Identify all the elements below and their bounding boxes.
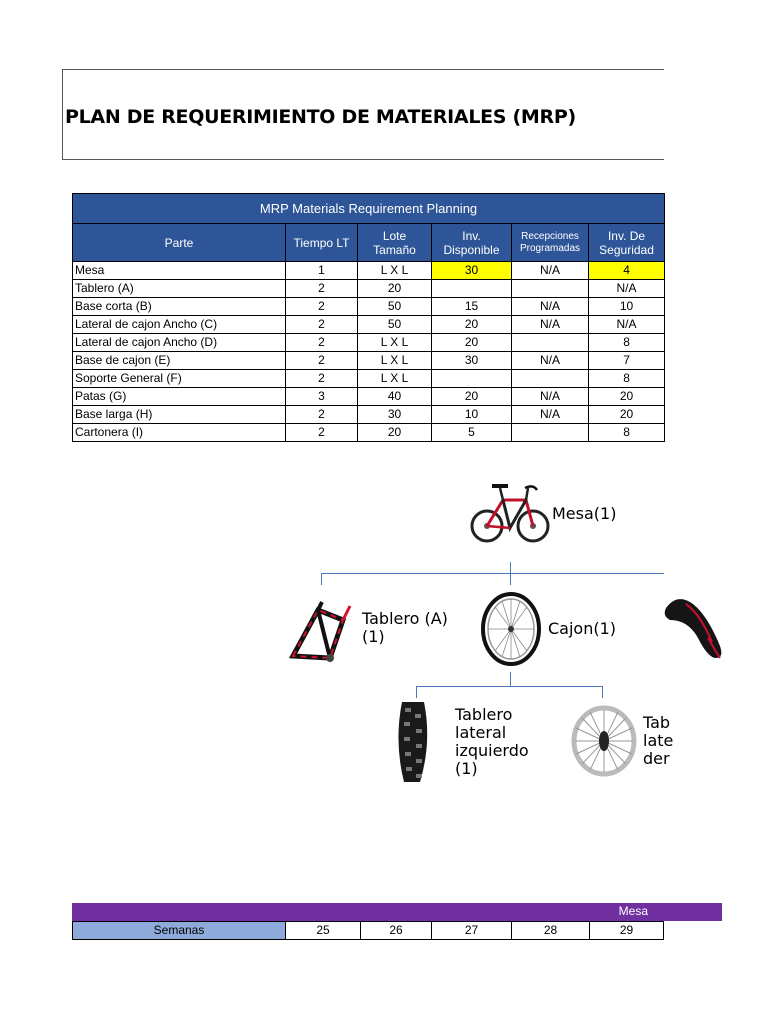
cell-lote: L X L — [358, 334, 432, 352]
cell-tiempo: 2 — [286, 280, 358, 298]
cell-inv: 20 — [432, 334, 512, 352]
node-label-tablero-a-line2: (1) — [362, 627, 385, 646]
cell-parte: Base corta (B) — [73, 298, 286, 316]
node-label-tablero-lateral-izquierdo — [455, 706, 529, 778]
tire-icon — [392, 698, 434, 786]
node-label-tld-line2: late — [643, 731, 674, 750]
header-inv-line1: Inv. — [462, 228, 481, 243]
cell-lote: 30 — [358, 406, 432, 424]
header-lote-line1: Lote — [382, 228, 407, 243]
node-label-tablero-a-line1: Tablero (A) — [362, 609, 448, 628]
cell-rec: N/A — [512, 352, 589, 370]
tree-connector — [602, 686, 603, 698]
cell-parte: Base de cajon (E) — [73, 352, 286, 370]
cell-parte: Soporte General (F) — [73, 370, 286, 388]
schedule-header-bar — [72, 903, 722, 921]
cell-lote: 20 — [358, 424, 432, 442]
wheel-icon — [480, 592, 542, 666]
cell-tiempo: 2 — [286, 334, 358, 352]
cell-seg: 8 — [589, 370, 665, 388]
node-label-tli-line2: lateral — [455, 723, 507, 742]
tree-connector — [510, 672, 511, 686]
week-cell: 28 — [511, 921, 589, 940]
node-label-mesa: Mesa(1) — [552, 504, 617, 523]
cell-rec: N/A — [512, 388, 589, 406]
cell-tiempo: 2 — [286, 298, 358, 316]
week-cell: 26 — [360, 921, 431, 940]
cell-rec: N/A — [512, 316, 589, 334]
cell-inv: 30 — [432, 352, 512, 370]
cell-seg-highlighted: 4 — [589, 262, 665, 280]
cell-parte: Base larga (H) — [73, 406, 286, 424]
cell-tiempo: 2 — [286, 406, 358, 424]
node-label-tli-line4: (1) — [455, 759, 478, 778]
cell-inv: 20 — [432, 316, 512, 334]
cell-seg: 10 — [589, 298, 665, 316]
cell-tiempo: 2 — [286, 352, 358, 370]
tree-connector — [510, 573, 511, 585]
weeks-row-label: Semanas — [72, 921, 285, 940]
cell-inv-highlighted: 30 — [432, 262, 512, 280]
cell-lote: 50 — [358, 316, 432, 334]
header-inv-line2: Disponible — [443, 242, 500, 257]
header-seg-line1: Inv. De — [607, 228, 646, 243]
cell-parte: Lateral de cajon Ancho (C) — [73, 316, 286, 334]
cell-lote: 40 — [358, 388, 432, 406]
cell-tiempo: 2 — [286, 424, 358, 442]
tree-connector — [510, 562, 511, 574]
header-rec-line2: Programadas — [519, 242, 581, 254]
cell-tiempo: 3 — [286, 388, 358, 406]
cell-lote: 20 — [358, 280, 432, 298]
cell-parte: Tablero (A) — [73, 280, 286, 298]
tree-connector — [321, 573, 664, 574]
tree-connector — [416, 686, 417, 698]
cell-lote: 50 — [358, 298, 432, 316]
header-tiempo-lt: Tiempo LT — [286, 224, 358, 262]
mrp-table-caption: MRP Materials Requirement Planning — [73, 194, 665, 224]
node-label-cajon: Cajon(1) — [548, 619, 617, 638]
cell-lote: L X L — [358, 370, 432, 388]
cell-seg: 7 — [589, 352, 665, 370]
week-cell: 27 — [431, 921, 511, 940]
header-seg-line2: Seguridad — [599, 242, 654, 257]
cell-seg: N/A — [589, 280, 665, 298]
weeks-row — [72, 921, 664, 940]
header-parte: Parte — [73, 224, 286, 262]
cell-inv: 15 — [432, 298, 512, 316]
cell-rec: N/A — [512, 262, 589, 280]
week-cell: 25 — [285, 921, 360, 940]
tree-connector — [416, 686, 603, 687]
cell-inv: 5 — [432, 424, 512, 442]
cell-lote: L X L — [358, 352, 432, 370]
cell-rec: N/A — [512, 298, 589, 316]
cell-lote: L X L — [358, 262, 432, 280]
node-label-tablero-a — [362, 610, 448, 646]
header-lote-line2: Tamaño — [373, 242, 416, 257]
node-label-tli-line1: Tablero — [455, 705, 513, 724]
bike-frame-icon — [288, 598, 354, 668]
bike-saddle-icon — [662, 590, 728, 666]
node-label-tld-line3: der — [643, 749, 670, 768]
tree-connector — [321, 573, 322, 585]
week-cell: 29 — [589, 921, 664, 940]
node-label-tli-line3: izquierdo — [455, 741, 529, 760]
cell-seg: N/A — [589, 316, 665, 334]
schedule-item-label: Mesa — [618, 904, 648, 918]
cell-rec: N/A — [512, 406, 589, 424]
cell-seg: 20 — [589, 406, 665, 424]
cell-parte: Cartonera (I) — [73, 424, 286, 442]
cell-tiempo: 2 — [286, 370, 358, 388]
cell-tiempo: 2 — [286, 316, 358, 334]
header-rec-line1: Recepciones — [521, 230, 579, 242]
node-label-tablero-lateral-derecho — [643, 714, 673, 768]
spoke-wheel-icon — [570, 704, 638, 778]
cell-inv: 20 — [432, 388, 512, 406]
cell-seg: 20 — [589, 388, 665, 406]
bicycle-icon — [470, 474, 550, 550]
cell-parte: Mesa — [73, 262, 286, 280]
cell-parte: Lateral de cajon Ancho (D) — [73, 334, 286, 352]
cell-tiempo: 1 — [286, 262, 358, 280]
node-label-tld-line1: Tab — [643, 713, 671, 732]
cell-seg: 8 — [589, 424, 665, 442]
cell-parte: Patas (G) — [73, 388, 286, 406]
cell-inv: 10 — [432, 406, 512, 424]
cell-seg: 8 — [589, 334, 665, 352]
page-title: PLAN DE REQUERIMIENTO DE MATERIALES (MRP) — [65, 106, 576, 128]
